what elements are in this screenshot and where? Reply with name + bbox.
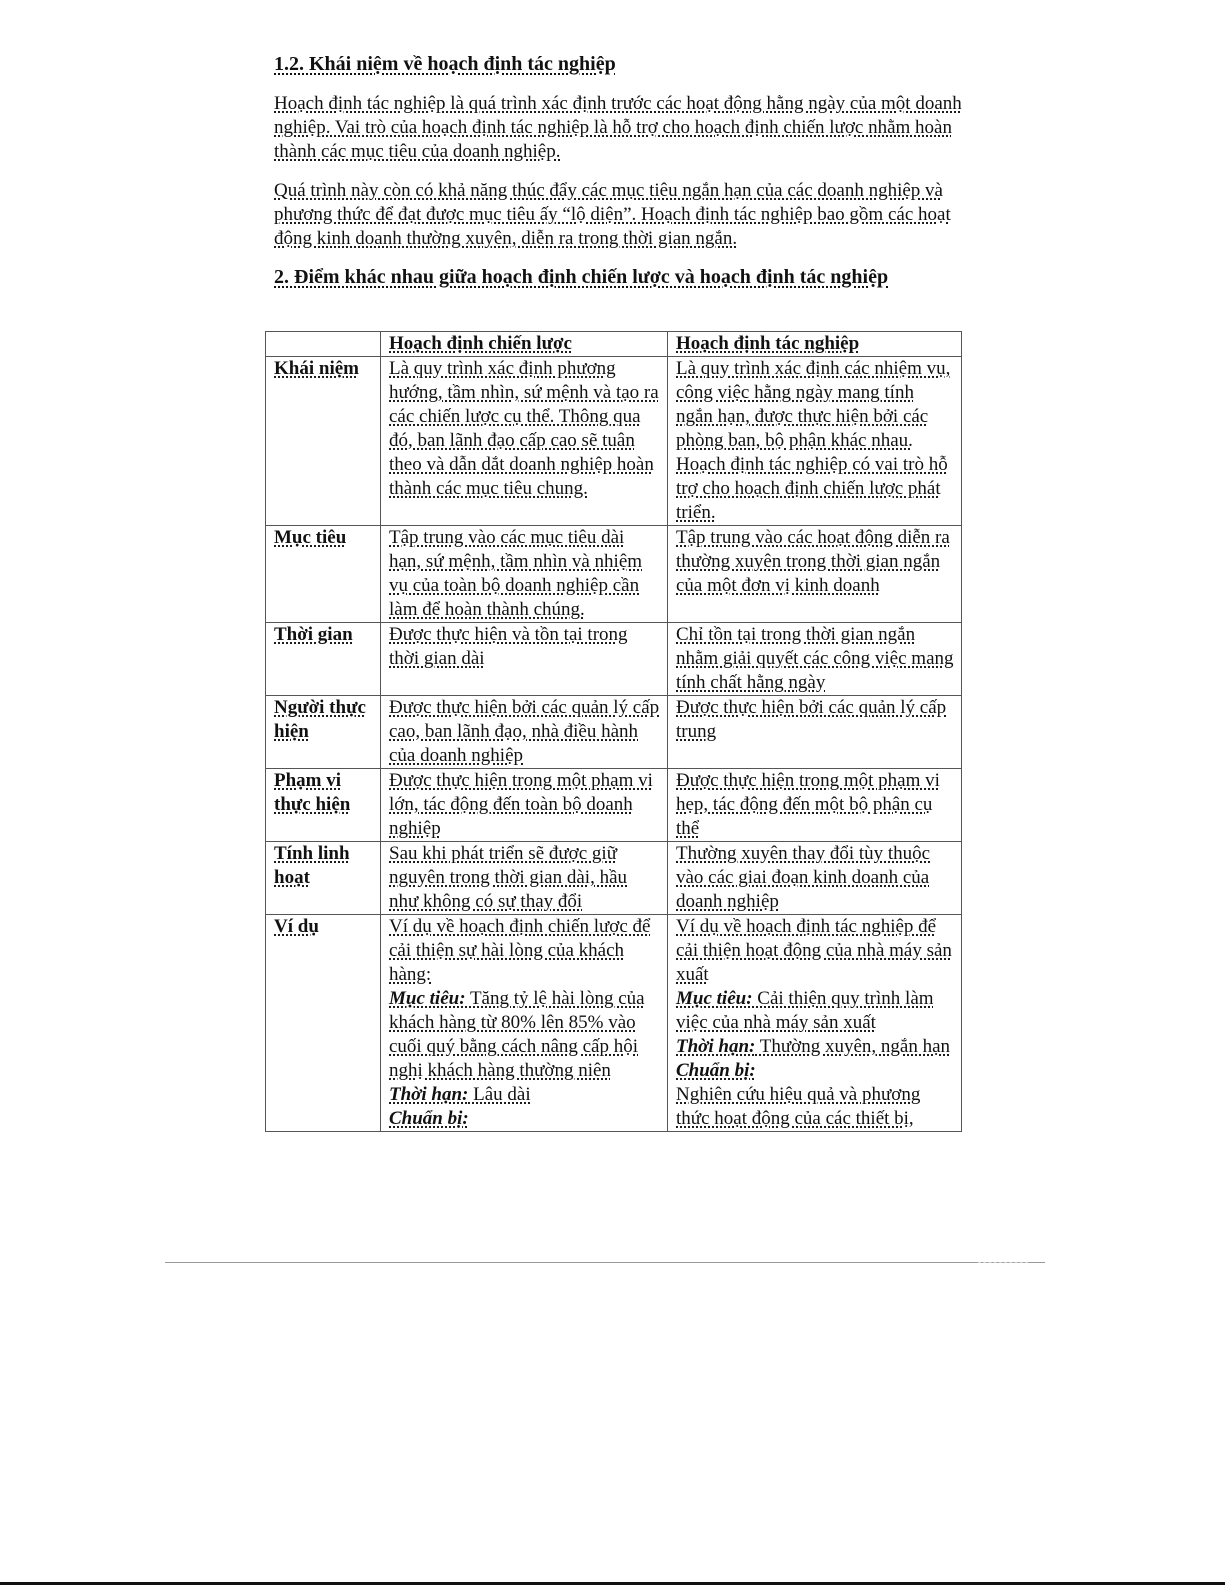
operational-cell: Chỉ tồn tại trong thời gian ngắn nhằm giải quyết các công việc mang tính chất hằng ngày	[668, 623, 962, 696]
table-row-example	[266, 915, 962, 1132]
table-row	[266, 357, 962, 526]
header-empty-cell	[266, 332, 381, 357]
row-label: Tính linh hoạt	[266, 842, 381, 915]
goal-label: Mục tiêu:	[676, 988, 753, 1009]
operational-cell: Tập trung vào các hoạt động diễn ra thường xuyên trong thời gian ngắn của một đơn vị kinh doanh	[668, 526, 962, 623]
row-label: Mục tiêu	[266, 526, 381, 623]
prep-label: Chuẩn bị:	[389, 1108, 469, 1129]
section-heading-1-2: 1.2. Khái niệm về hoạch định tác nghiệp	[274, 53, 616, 75]
goal-text: Cải thiện quy trình làm việc của nhà máy sản xuất	[676, 988, 934, 1033]
page-divider-dashed	[978, 1262, 1028, 1263]
strategic-cell: Là quy trình xác định phương hướng, tầm nhìn, sứ mệnh và tạo ra các chiến lược cụ thể. Thông qua đó, ban lãnh đạo cấp cao sẽ tuân theo và dẫn dắt doanh nghiệp hoàn thành các mục tiêu chung.	[381, 357, 668, 526]
row-label: Ví dụ	[266, 915, 381, 1132]
table-row	[266, 696, 962, 769]
row-label: Khái niệm	[266, 357, 381, 526]
table-row	[266, 526, 962, 623]
time-text: Thường xuyên, ngắn hạn	[755, 1036, 951, 1057]
prep-label: Chuẩn bị:	[676, 1060, 756, 1081]
header-strategic: Hoạch định chiến lược	[381, 332, 668, 357]
table-row	[266, 623, 962, 696]
paragraph-purpose: Quá trình này còn có khả năng thúc đẩy các mục tiêu ngắn hạn của các doanh nghiệp và phương thức để đạt được mục tiêu ấy “lộ diện”. Hoạch định tác nghiệp bao gồm các hoạt động kinh doanh thường xuyên, diễn ra trong thời gian ngắn.	[274, 180, 951, 249]
strategic-cell: Sau khi phát triển sẽ được giữ nguyên trong thời gian dài, hầu như không có sự thay đổi	[381, 842, 668, 915]
table-row	[266, 842, 962, 915]
example-intro: Ví dụ về hoạch định tác nghiệp để cải thiện hoạt động của nhà máy sản xuất	[676, 916, 952, 985]
operational-cell: Được thực hiện trong một phạm vi hẹp, tác động đến một bộ phận cụ thể	[668, 769, 962, 842]
header-operational: Hoạch định tác nghiệp	[668, 332, 962, 357]
row-label: Phạm vi thực hiện	[266, 769, 381, 842]
prep-text: Nghiên cứu hiệu quả và phương thức hoạt động của các thiết bị,	[676, 1084, 921, 1129]
operational-example-cell	[668, 915, 962, 1132]
section-heading-2: 2. Điểm khác nhau giữa hoạch định chiến lược và hoạch định tác nghiệp	[274, 266, 889, 288]
row-label: Người thực hiện	[266, 696, 381, 769]
operational-cell: Được thực hiện bởi các quản lý cấp trung	[668, 696, 962, 769]
row-label: Thời gian	[266, 623, 381, 696]
time-text: Lâu dài	[468, 1084, 531, 1105]
strategic-cell: Được thực hiện trong một phạm vi lớn, tác động đến toàn bộ doanh nghiệp	[381, 769, 668, 842]
goal-text: Tăng tỷ lệ hài lòng của khách hàng từ 80% lên 85% vào cuối quý bằng cách nâng cấp hội nghị khách hàng thường niên	[389, 988, 645, 1081]
strategic-example-cell	[381, 915, 668, 1132]
document-page	[274, 52, 962, 303]
strategic-cell: Được thực hiện và tồn tại trong thời gian dài	[381, 623, 668, 696]
comparison-table	[265, 331, 962, 1132]
example-intro: Ví dụ về hoạch định chiến lược để cải thiện sự hài lòng của khách hàng:	[389, 916, 651, 985]
strategic-cell: Tập trung vào các mục tiêu dài hạn, sứ mệnh, tầm nhìn và nhiệm vụ của toàn bộ doanh nghiệp cần làm để hoàn thành chúng.	[381, 526, 668, 623]
operational-cell: Là quy trình xác định các nhiệm vụ, công việc hằng ngày mang tính ngắn hạn, được thực hiện bởi các phòng ban, bộ phận khác nhau. Hoạch định tác nghiệp có vai trò hỗ trợ cho hoạch định chiến lược phát triển.	[668, 357, 962, 526]
operational-cell: Thường xuyên thay đổi tùy thuộc vào các giai đoạn kinh doanh của doanh nghiệp	[668, 842, 962, 915]
strategic-cell: Được thực hiện bởi các quản lý cấp cao, ban lãnh đạo, nhà điều hành của doanh nghiệp	[381, 696, 668, 769]
table-header-row	[266, 332, 962, 357]
page-divider	[165, 1262, 1045, 1263]
time-label: Thời hạn:	[676, 1036, 756, 1057]
time-label: Thời hạn:	[389, 1084, 469, 1105]
paragraph-definition: Hoạch định tác nghiệp là quá trình xác định trước các hoạt động hằng ngày của một doanh nghiệp. Vai trò của hoạch định tác nghiệp là hỗ trợ cho hoạch định chiến lược nhằm hoàn thành các mục tiêu của doanh nghiệp.	[274, 93, 962, 162]
goal-label: Mục tiêu:	[389, 988, 466, 1009]
table-row	[266, 769, 962, 842]
